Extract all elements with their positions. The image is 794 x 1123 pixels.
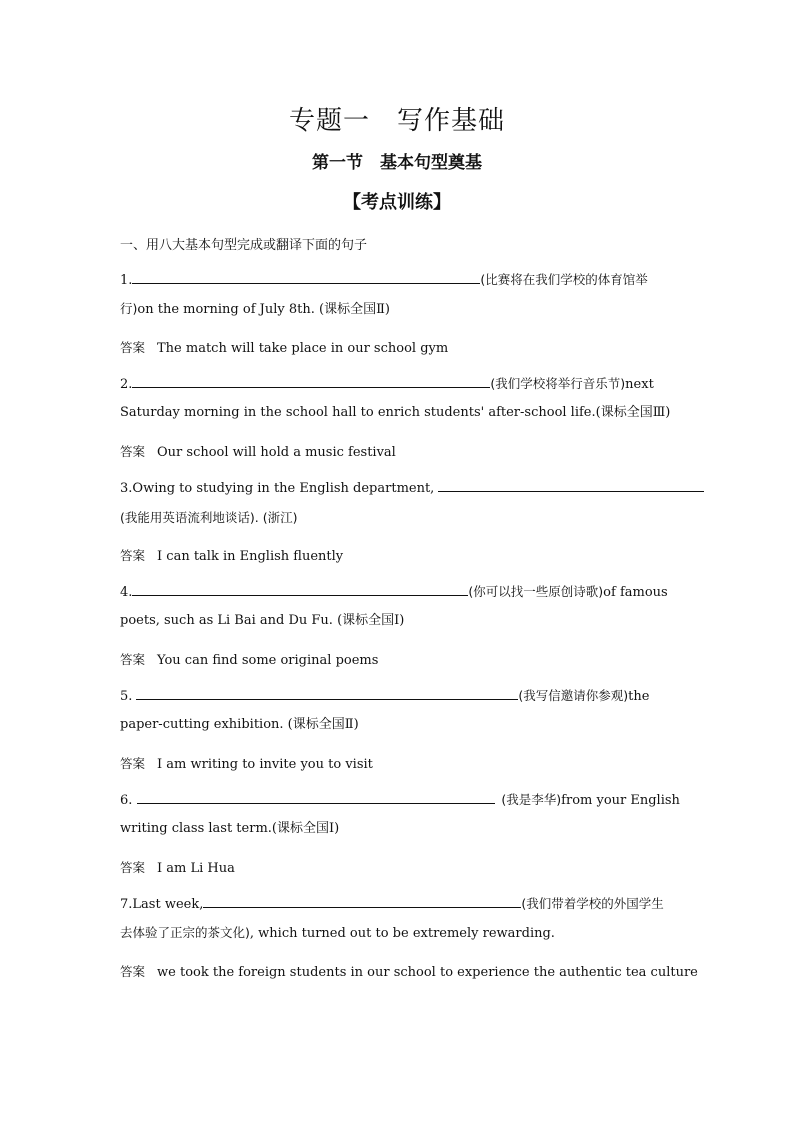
question-7-line-1 (120, 894, 676, 914)
answer-label: 答案 (120, 756, 146, 771)
chinese-hint: (我写信邀请你参观) (518, 688, 629, 703)
chinese-hint: (你可以找一些原创诗歌) (468, 584, 604, 599)
answer-blank (203, 894, 521, 908)
chinese-hint: (我们带着学校的外国学生 (521, 896, 664, 911)
question-1-line-1 (120, 270, 676, 290)
answer-blank (136, 686, 518, 700)
answer-blank (132, 374, 490, 388)
answer-text: I can talk in English fluently (157, 549, 344, 564)
question-text: poets, such as Li Bai and Du Fu. (课标全国Ⅰ) (120, 613, 405, 628)
answer-label: 答案 (120, 964, 146, 979)
answer-text: The match will take place in our school gym (157, 341, 449, 356)
answer-5 (120, 755, 676, 774)
answer-label: 答案 (120, 652, 146, 667)
question-text: next (625, 377, 654, 392)
answer-6 (120, 859, 676, 878)
question-text: writing class last term.(课标全国Ⅰ) (120, 821, 340, 836)
question-number: 2. (120, 377, 133, 392)
question-3-line-2 (120, 509, 676, 528)
chinese-hint-continued: 行) (120, 301, 138, 316)
question-text: paper-cutting exhibition. (课标全国Ⅱ) (120, 717, 359, 732)
question-text: from your English (561, 793, 680, 808)
question-4-line-1 (120, 582, 676, 602)
question-4-line-2 (120, 612, 676, 630)
answer-7 (120, 963, 698, 982)
question-number: 3. (120, 481, 133, 496)
question-5-line-1 (120, 686, 676, 706)
section-subtitle: 第一节 基本句型奠基 (312, 153, 482, 173)
question-5-line-2 (120, 716, 676, 734)
chinese-hint: (我是李华) (501, 792, 562, 807)
question-text: Last week, (132, 897, 204, 912)
answer-4 (120, 651, 676, 670)
answer-text: I am writing to invite you to visit (157, 757, 373, 772)
answer-text: You can find some original poems (157, 653, 379, 668)
answer-3 (120, 547, 676, 566)
answer-text: we took the foreign students in our school to experience the authentic tea culture (157, 965, 698, 980)
question-number: 5. (120, 689, 133, 704)
exercise-instruction: 一、用八大基本句型完成或翻译下面的句子 (120, 238, 368, 253)
question-6-line-1 (120, 790, 680, 810)
answer-blank (132, 582, 468, 596)
answer-label: 答案 (120, 340, 146, 355)
question-number: 4. (120, 585, 133, 600)
question-text: of famous (603, 585, 668, 600)
answer-blank (132, 270, 480, 284)
question-3-line-1 (120, 478, 676, 498)
answer-blank (438, 478, 704, 492)
answer-text: I am Li Hua (157, 861, 235, 876)
question-number: 7. (120, 897, 133, 912)
chinese-hint: (我能用英语流利地谈话). (浙江) (120, 510, 298, 525)
question-text: Owing to studying in the English department, (132, 481, 435, 496)
question-text: , which turned out to be extremely rewarding. (249, 926, 555, 941)
chinese-hint: (我们学校将举行音乐节) (490, 376, 626, 391)
answer-1 (120, 339, 676, 358)
chinese-hint-continued: 去体验了正宗的茶文化) (120, 925, 250, 940)
question-2-line-2 (120, 404, 676, 422)
answer-label: 答案 (120, 548, 146, 563)
question-text: the (628, 689, 650, 704)
answer-2 (120, 443, 676, 462)
answer-blank (137, 790, 495, 804)
answer-text: Our school will hold a music festival (157, 445, 396, 460)
section-tag: 【考点训练】 (343, 192, 451, 213)
answer-label: 答案 (120, 444, 146, 459)
chinese-hint: (比赛将在我们学校的体育馆举 (480, 272, 648, 287)
question-1-line-2 (120, 300, 676, 319)
question-text: Saturday morning in the school hall to enrich students' after-school life.(课标全国Ⅲ) (120, 405, 671, 420)
question-text: on the morning of July 8th. (课标全国Ⅱ) (137, 302, 390, 317)
question-number: 6. (120, 793, 133, 808)
answer-label: 答案 (120, 860, 146, 875)
question-number: 1. (120, 273, 133, 288)
question-7-line-2 (120, 924, 676, 943)
question-2-line-1 (120, 374, 676, 394)
question-6-line-2 (120, 820, 676, 838)
page-title: 专题一 写作基础 (288, 106, 505, 136)
